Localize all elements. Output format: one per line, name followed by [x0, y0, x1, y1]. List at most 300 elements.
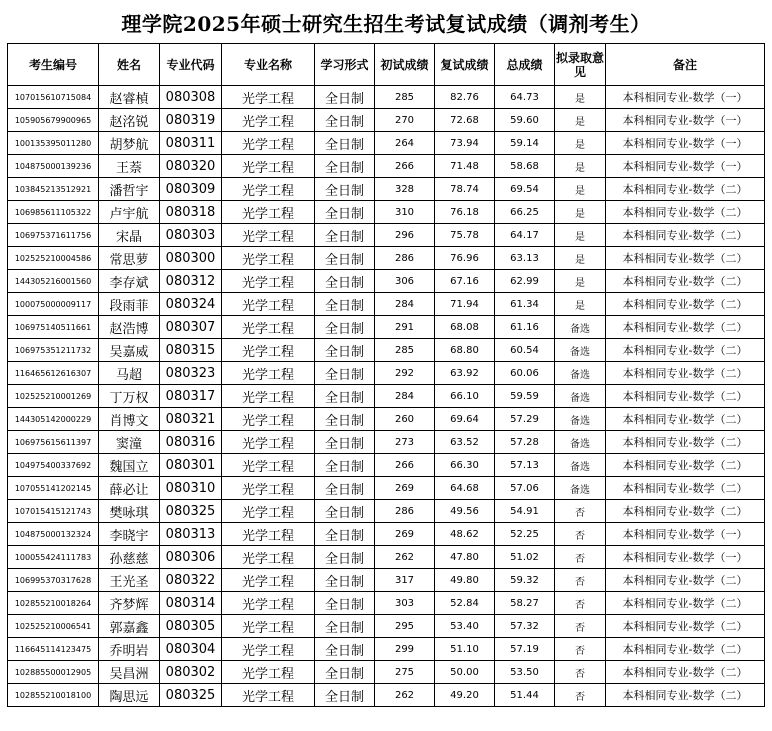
table-row	[8, 477, 765, 500]
exam-id-cell: 104875000139236	[8, 155, 99, 178]
major-code-cell: 080301	[160, 454, 222, 477]
study-mode-cell: 全日制	[315, 638, 375, 661]
initial-score-cell: 285	[375, 339, 435, 362]
exam-id-cell: 106975615611397	[8, 431, 99, 454]
header-initial-score: 初试成绩	[375, 44, 435, 86]
study-mode-cell: 全日制	[315, 86, 375, 109]
table-row	[8, 224, 765, 247]
total-score-cell: 60.54	[495, 339, 555, 362]
table-row	[8, 362, 765, 385]
total-score-cell: 63.13	[495, 247, 555, 270]
name-cell: 李存斌	[99, 270, 160, 293]
study-mode-cell: 全日制	[315, 201, 375, 224]
name-cell: 宋晶	[99, 224, 160, 247]
retest-score-cell: 69.64	[435, 408, 495, 431]
retest-score-cell: 76.96	[435, 247, 495, 270]
remarks-cell: 本科相同专业-数学（二）	[606, 316, 765, 339]
retest-score-cell: 67.16	[435, 270, 495, 293]
initial-score-cell: 317	[375, 569, 435, 592]
major-name-cell: 光学工程	[222, 385, 315, 408]
initial-score-cell: 262	[375, 546, 435, 569]
major-name-cell: 光学工程	[222, 569, 315, 592]
total-score-cell: 64.73	[495, 86, 555, 109]
major-name-cell: 光学工程	[222, 270, 315, 293]
initial-score-cell: 260	[375, 408, 435, 431]
major-code-cell: 080307	[160, 316, 222, 339]
major-name-cell: 光学工程	[222, 477, 315, 500]
major-code-cell: 080320	[160, 155, 222, 178]
table-row	[8, 546, 765, 569]
table-row	[8, 270, 765, 293]
name-cell: 齐梦辉	[99, 592, 160, 615]
study-mode-cell: 全日制	[315, 316, 375, 339]
admission-opinion-cell: 备选	[555, 385, 606, 408]
study-mode-cell: 全日制	[315, 569, 375, 592]
name-cell: 孙慈慈	[99, 546, 160, 569]
remarks-cell: 本科相同专业-数学（二）	[606, 362, 765, 385]
exam-id-cell: 102855210018264	[8, 592, 99, 615]
major-code-cell: 080311	[160, 132, 222, 155]
header-study-mode: 学习形式	[315, 44, 375, 86]
admission-opinion-cell: 备选	[555, 477, 606, 500]
initial-score-cell: 266	[375, 454, 435, 477]
exam-id-cell: 107015610715084	[8, 86, 99, 109]
remarks-cell: 本科相同专业-数学（二）	[606, 201, 765, 224]
total-score-cell: 57.06	[495, 477, 555, 500]
remarks-cell: 本科相同专业-数学（一）	[606, 155, 765, 178]
table-row	[8, 86, 765, 109]
study-mode-cell: 全日制	[315, 270, 375, 293]
name-cell: 丁万权	[99, 385, 160, 408]
total-score-cell: 59.60	[495, 109, 555, 132]
retest-score-cell: 68.08	[435, 316, 495, 339]
header-name: 姓名	[99, 44, 160, 86]
total-score-cell: 57.28	[495, 431, 555, 454]
header-major-name: 专业名称	[222, 44, 315, 86]
remarks-cell: 本科相同专业-数学（一）	[606, 109, 765, 132]
study-mode-cell: 全日制	[315, 454, 375, 477]
initial-score-cell: 266	[375, 155, 435, 178]
exam-id-cell: 144305216001560	[8, 270, 99, 293]
total-score-cell: 57.19	[495, 638, 555, 661]
remarks-cell: 本科相同专业-数学（二）	[606, 408, 765, 431]
retest-score-cell: 49.80	[435, 569, 495, 592]
total-score-cell: 51.44	[495, 684, 555, 707]
major-code-cell: 080306	[160, 546, 222, 569]
remarks-cell: 本科相同专业-数学（一）	[606, 546, 765, 569]
initial-score-cell: 262	[375, 684, 435, 707]
major-name-cell: 光学工程	[222, 523, 315, 546]
retest-score-cell: 66.30	[435, 454, 495, 477]
remarks-cell: 本科相同专业-数学（二）	[606, 224, 765, 247]
name-cell: 李晓宇	[99, 523, 160, 546]
major-name-cell: 光学工程	[222, 454, 315, 477]
remarks-cell: 本科相同专业-数学（二）	[606, 684, 765, 707]
study-mode-cell: 全日制	[315, 546, 375, 569]
table-row	[8, 408, 765, 431]
major-code-cell: 080304	[160, 638, 222, 661]
retest-score-cell: 49.20	[435, 684, 495, 707]
total-score-cell: 61.16	[495, 316, 555, 339]
admission-opinion-cell: 备选	[555, 362, 606, 385]
initial-score-cell: 306	[375, 270, 435, 293]
admission-opinion-cell: 备选	[555, 454, 606, 477]
exam-id-cell: 104875000132324	[8, 523, 99, 546]
initial-score-cell: 269	[375, 523, 435, 546]
major-code-cell: 080312	[160, 270, 222, 293]
exam-id-cell: 106975351211732	[8, 339, 99, 362]
study-mode-cell: 全日制	[315, 500, 375, 523]
retest-score-cell: 68.80	[435, 339, 495, 362]
name-cell: 赵睿楨	[99, 86, 160, 109]
header-retest-score: 复试成绩	[435, 44, 495, 86]
retest-score-cell: 51.10	[435, 638, 495, 661]
name-cell: 吴昌洲	[99, 661, 160, 684]
exam-id-cell: 102525210004586	[8, 247, 99, 270]
retest-score-cell: 52.84	[435, 592, 495, 615]
remarks-cell: 本科相同专业-数学（二）	[606, 431, 765, 454]
remarks-cell: 本科相同专业-数学（一）	[606, 86, 765, 109]
header-remarks: 备注	[606, 44, 765, 86]
major-code-cell: 080302	[160, 661, 222, 684]
remarks-cell: 本科相同专业-数学（二）	[606, 500, 765, 523]
name-cell: 王萘	[99, 155, 160, 178]
major-name-cell: 光学工程	[222, 155, 315, 178]
major-code-cell: 080319	[160, 109, 222, 132]
admission-opinion-cell: 是	[555, 178, 606, 201]
total-score-cell: 53.50	[495, 661, 555, 684]
total-score-cell: 62.99	[495, 270, 555, 293]
major-code-cell: 080315	[160, 339, 222, 362]
total-score-cell: 60.06	[495, 362, 555, 385]
total-score-cell: 59.14	[495, 132, 555, 155]
major-name-cell: 光学工程	[222, 615, 315, 638]
remarks-cell: 本科相同专业-数学（二）	[606, 293, 765, 316]
initial-score-cell: 295	[375, 615, 435, 638]
retest-score-cell: 53.40	[435, 615, 495, 638]
exam-id-cell: 100055424111783	[8, 546, 99, 569]
initial-score-cell: 269	[375, 477, 435, 500]
retest-score-cell: 63.92	[435, 362, 495, 385]
remarks-cell: 本科相同专业-数学（二）	[606, 615, 765, 638]
retest-score-cell: 75.78	[435, 224, 495, 247]
header-row	[8, 44, 765, 86]
name-cell: 魏国立	[99, 454, 160, 477]
study-mode-cell: 全日制	[315, 615, 375, 638]
study-mode-cell: 全日制	[315, 155, 375, 178]
major-name-cell: 光学工程	[222, 408, 315, 431]
major-name-cell: 光学工程	[222, 224, 315, 247]
initial-score-cell: 273	[375, 431, 435, 454]
retest-score-cell: 72.68	[435, 109, 495, 132]
major-name-cell: 光学工程	[222, 339, 315, 362]
study-mode-cell: 全日制	[315, 362, 375, 385]
major-name-cell: 光学工程	[222, 201, 315, 224]
admission-opinion-cell: 是	[555, 224, 606, 247]
exam-id-cell: 102525210001269	[8, 385, 99, 408]
name-cell: 段雨菲	[99, 293, 160, 316]
table-row	[8, 293, 765, 316]
major-code-cell: 080325	[160, 500, 222, 523]
table-row	[8, 385, 765, 408]
study-mode-cell: 全日制	[315, 132, 375, 155]
admission-opinion-cell: 否	[555, 615, 606, 638]
remarks-cell: 本科相同专业-数学（二）	[606, 247, 765, 270]
table-row	[8, 155, 765, 178]
study-mode-cell: 全日制	[315, 339, 375, 362]
name-cell: 卢宇航	[99, 201, 160, 224]
remarks-cell: 本科相同专业-数学（二）	[606, 178, 765, 201]
admission-opinion-cell: 是	[555, 270, 606, 293]
major-name-cell: 光学工程	[222, 684, 315, 707]
total-score-cell: 61.34	[495, 293, 555, 316]
study-mode-cell: 全日制	[315, 661, 375, 684]
total-score-cell: 52.25	[495, 523, 555, 546]
name-cell: 常思萝	[99, 247, 160, 270]
exam-id-cell: 102885500012905	[8, 661, 99, 684]
admission-opinion-cell: 是	[555, 132, 606, 155]
initial-score-cell: 291	[375, 316, 435, 339]
admission-opinion-cell: 否	[555, 500, 606, 523]
table-row	[8, 684, 765, 707]
retest-score-cell: 66.10	[435, 385, 495, 408]
total-score-cell: 57.13	[495, 454, 555, 477]
admission-opinion-cell: 备选	[555, 408, 606, 431]
initial-score-cell: 285	[375, 86, 435, 109]
major-name-cell: 光学工程	[222, 592, 315, 615]
name-cell: 郭嘉鑫	[99, 615, 160, 638]
total-score-cell: 69.54	[495, 178, 555, 201]
major-code-cell: 080308	[160, 86, 222, 109]
admission-opinion-cell: 是	[555, 247, 606, 270]
major-name-cell: 光学工程	[222, 178, 315, 201]
results-table	[7, 43, 765, 707]
admission-opinion-cell: 是	[555, 109, 606, 132]
major-name-cell: 光学工程	[222, 546, 315, 569]
major-name-cell: 光学工程	[222, 109, 315, 132]
retest-score-cell: 50.00	[435, 661, 495, 684]
major-name-cell: 光学工程	[222, 638, 315, 661]
study-mode-cell: 全日制	[315, 408, 375, 431]
initial-score-cell: 286	[375, 500, 435, 523]
study-mode-cell: 全日制	[315, 431, 375, 454]
admission-opinion-cell: 是	[555, 86, 606, 109]
admission-opinion-cell: 否	[555, 546, 606, 569]
major-code-cell: 080318	[160, 201, 222, 224]
major-name-cell: 光学工程	[222, 431, 315, 454]
major-code-cell: 080322	[160, 569, 222, 592]
initial-score-cell: 270	[375, 109, 435, 132]
admission-opinion-cell: 是	[555, 201, 606, 224]
initial-score-cell: 284	[375, 385, 435, 408]
admission-opinion-cell: 是	[555, 155, 606, 178]
major-name-cell: 光学工程	[222, 661, 315, 684]
table-row	[8, 316, 765, 339]
table-row	[8, 132, 765, 155]
name-cell: 乔明岩	[99, 638, 160, 661]
study-mode-cell: 全日制	[315, 523, 375, 546]
exam-id-cell: 107015415121743	[8, 500, 99, 523]
total-score-cell: 58.68	[495, 155, 555, 178]
major-name-cell: 光学工程	[222, 316, 315, 339]
admission-opinion-cell: 备选	[555, 339, 606, 362]
initial-score-cell: 286	[375, 247, 435, 270]
table-row	[8, 569, 765, 592]
major-name-cell: 光学工程	[222, 86, 315, 109]
name-cell: 吴嘉威	[99, 339, 160, 362]
header-total-score: 总成绩	[495, 44, 555, 86]
major-code-cell: 080316	[160, 431, 222, 454]
study-mode-cell: 全日制	[315, 224, 375, 247]
exam-id-cell: 116465612616307	[8, 362, 99, 385]
exam-id-cell: 107055141202145	[8, 477, 99, 500]
exam-id-cell: 106985611105322	[8, 201, 99, 224]
study-mode-cell: 全日制	[315, 385, 375, 408]
name-cell: 肖博文	[99, 408, 160, 431]
major-code-cell: 080305	[160, 615, 222, 638]
study-mode-cell: 全日制	[315, 247, 375, 270]
major-name-cell: 光学工程	[222, 500, 315, 523]
retest-score-cell: 76.18	[435, 201, 495, 224]
major-code-cell: 080300	[160, 247, 222, 270]
initial-score-cell: 303	[375, 592, 435, 615]
study-mode-cell: 全日制	[315, 592, 375, 615]
remarks-cell: 本科相同专业-数学（二）	[606, 592, 765, 615]
major-code-cell: 080314	[160, 592, 222, 615]
table-row	[8, 431, 765, 454]
initial-score-cell: 296	[375, 224, 435, 247]
major-code-cell: 080324	[160, 293, 222, 316]
admission-opinion-cell: 否	[555, 661, 606, 684]
retest-score-cell: 73.94	[435, 132, 495, 155]
remarks-cell: 本科相同专业-数学（二）	[606, 638, 765, 661]
major-name-cell: 光学工程	[222, 362, 315, 385]
retest-score-cell: 47.80	[435, 546, 495, 569]
table-row	[8, 638, 765, 661]
total-score-cell: 57.32	[495, 615, 555, 638]
table-row	[8, 500, 765, 523]
page-title: 理学院2025年硕士研究生招生考试复试成绩（调剂考生）	[121, 12, 651, 36]
name-cell: 窦潼	[99, 431, 160, 454]
major-code-cell: 080317	[160, 385, 222, 408]
initial-score-cell: 310	[375, 201, 435, 224]
initial-score-cell: 292	[375, 362, 435, 385]
total-score-cell: 54.91	[495, 500, 555, 523]
admission-opinion-cell: 否	[555, 684, 606, 707]
remarks-cell: 本科相同专业-数学（一）	[606, 523, 765, 546]
retest-score-cell: 49.56	[435, 500, 495, 523]
initial-score-cell: 275	[375, 661, 435, 684]
retest-score-cell: 78.74	[435, 178, 495, 201]
table-row	[8, 201, 765, 224]
exam-id-cell: 102855210018100	[8, 684, 99, 707]
initial-score-cell: 264	[375, 132, 435, 155]
initial-score-cell: 299	[375, 638, 435, 661]
table-row	[8, 454, 765, 477]
initial-score-cell: 328	[375, 178, 435, 201]
retest-score-cell: 64.68	[435, 477, 495, 500]
exam-id-cell: 103845213512921	[8, 178, 99, 201]
total-score-cell: 51.02	[495, 546, 555, 569]
name-cell: 胡梦航	[99, 132, 160, 155]
admission-opinion-cell: 是	[555, 293, 606, 316]
name-cell: 潘哲宇	[99, 178, 160, 201]
name-cell: 赵浩博	[99, 316, 160, 339]
table-row	[8, 178, 765, 201]
study-mode-cell: 全日制	[315, 109, 375, 132]
total-score-cell: 64.17	[495, 224, 555, 247]
name-cell: 陶思远	[99, 684, 160, 707]
exam-id-cell: 105905679900965	[8, 109, 99, 132]
table-row	[8, 615, 765, 638]
total-score-cell: 58.27	[495, 592, 555, 615]
exam-id-cell: 104975400337692	[8, 454, 99, 477]
remarks-cell: 本科相同专业-数学（一）	[606, 132, 765, 155]
retest-score-cell: 82.76	[435, 86, 495, 109]
major-code-cell: 080313	[160, 523, 222, 546]
exam-id-cell: 102525210006541	[8, 615, 99, 638]
exam-id-cell: 100075000009117	[8, 293, 99, 316]
admission-opinion-cell: 备选	[555, 431, 606, 454]
table-row	[8, 592, 765, 615]
total-score-cell: 66.25	[495, 201, 555, 224]
admission-opinion-cell: 否	[555, 569, 606, 592]
exam-id-cell: 116645114123475	[8, 638, 99, 661]
study-mode-cell: 全日制	[315, 684, 375, 707]
header-admission-opinion: 拟录取意见	[555, 44, 606, 86]
table-row	[8, 661, 765, 684]
exam-id-cell: 106995370317628	[8, 569, 99, 592]
admission-opinion-cell: 备选	[555, 316, 606, 339]
remarks-cell: 本科相同专业-数学（二）	[606, 270, 765, 293]
name-cell: 马超	[99, 362, 160, 385]
initial-score-cell: 284	[375, 293, 435, 316]
remarks-cell: 本科相同专业-数学（二）	[606, 569, 765, 592]
major-code-cell: 080309	[160, 178, 222, 201]
total-score-cell: 59.59	[495, 385, 555, 408]
major-code-cell: 080321	[160, 408, 222, 431]
major-name-cell: 光学工程	[222, 247, 315, 270]
major-code-cell: 080310	[160, 477, 222, 500]
remarks-cell: 本科相同专业-数学（二）	[606, 661, 765, 684]
header-exam-id: 考生编号	[8, 44, 99, 86]
admission-opinion-cell: 否	[555, 638, 606, 661]
header-major-code: 专业代码	[160, 44, 222, 86]
retest-score-cell: 63.52	[435, 431, 495, 454]
study-mode-cell: 全日制	[315, 477, 375, 500]
admission-opinion-cell: 否	[555, 592, 606, 615]
major-code-cell: 080303	[160, 224, 222, 247]
exam-id-cell: 106975371611756	[8, 224, 99, 247]
remarks-cell: 本科相同专业-数学（二）	[606, 454, 765, 477]
remarks-cell: 本科相同专业-数学（二）	[606, 339, 765, 362]
total-score-cell: 59.32	[495, 569, 555, 592]
exam-id-cell: 106975140511661	[8, 316, 99, 339]
major-name-cell: 光学工程	[222, 132, 315, 155]
name-cell: 薛必让	[99, 477, 160, 500]
table-row	[8, 109, 765, 132]
name-cell: 樊咏琪	[99, 500, 160, 523]
name-cell: 赵洺锐	[99, 109, 160, 132]
table-row	[8, 523, 765, 546]
study-mode-cell: 全日制	[315, 293, 375, 316]
exam-id-cell: 100135395011280	[8, 132, 99, 155]
exam-id-cell: 144305142000229	[8, 408, 99, 431]
retest-score-cell: 71.94	[435, 293, 495, 316]
major-code-cell: 080325	[160, 684, 222, 707]
major-name-cell: 光学工程	[222, 293, 315, 316]
admission-opinion-cell: 否	[555, 523, 606, 546]
